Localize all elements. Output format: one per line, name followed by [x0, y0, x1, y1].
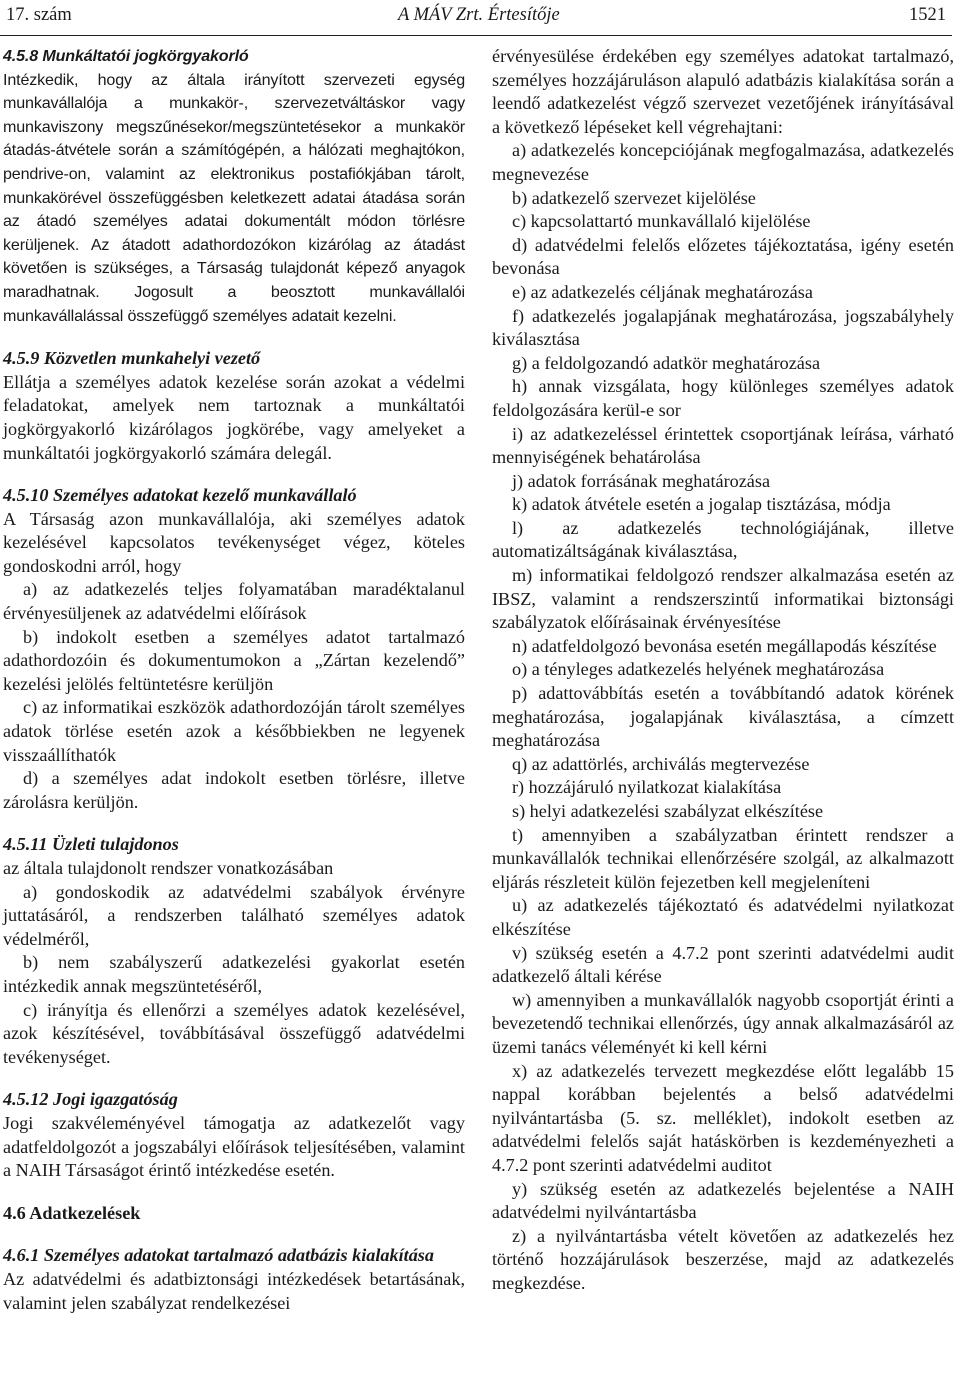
page-number: 1521	[909, 5, 946, 25]
section-body: Jogi szakvéleményével támogatja az adatkezelőt vagy adatfeldolgozót a jogszabályi előírások teljesítésében, valamint a NAIH Társaságot érintő intézkedése esetén.	[3, 1112, 465, 1181]
list-item: l) az adatkezelés technológiájának, illetve automatizáltságának kiválasztása,	[492, 517, 954, 562]
list-item: b) nem szabályszerű adatkezelési gyakorlat esetén intézkedik annak megszüntetéséről,	[3, 952, 465, 996]
list-item: c) az informatikai eszközök adathordozóján tárolt személyes adatok törlése esetén azok a későbbiekben ne legyenek visszaállíthatók	[3, 697, 465, 765]
list-item: c) irányítja és ellenőrzi a személyes adatok kezelésével, azok készítésével, továbbításával összefüggő adatvédelmi tevékenységet.	[3, 999, 465, 1067]
section-body: Ellátja a személyes adatok kezelése során azokat a védelmi feladatokat, amelyek nem tartoznak a munkáltatói jogkörgyakorló kizárólagos jogkörébe, vagy amelyeket a munkáltatói jogkörgyakorló számára delegál.	[3, 371, 465, 463]
list-item: e) az adatkezelés céljának meghatározása	[512, 281, 813, 302]
list-item: y) szükség esetén az adatkezelés bejelentése a NAIH adatvédelmi nyilvántartásba	[492, 1178, 954, 1223]
list-item: w) amennyiben a munkavállalók nagyobb csoportját érinti a bevezetendő technikai ellenőrzés, úgy annak alkalmazásáról az üzemi tanács véleményét ki kell kérni	[492, 989, 954, 1057]
section-4-5-10	[3, 484, 465, 814]
list-item: d) adatvédelmi felelős előzetes tájékoztatása, igény esetén bevonása	[492, 234, 954, 279]
list-item: c) kapcsolattartó munkavállaló kijelölése	[512, 211, 811, 232]
section-4-6-1	[3, 1244, 465, 1315]
list-item: b) adatkezelő szervezet kijelölése	[512, 187, 756, 208]
list-item: i) az adatkezeléssel érintettek csoportjának leírása, várható mennyiségének behatárolása	[492, 423, 954, 468]
list-item: v) szükség esetén a 4.7.2 pont szerinti adatvédelmi audit adatkezelő általi kérése	[492, 942, 954, 987]
list-item: x) az adatkezelés tervezett megkezdése előtt legalább 15 nappal korábban bejelentés a belső adatvédelmi nyilvántartásba (5. sz. melléklet), indokolt esetben az adatvédelmi felelős saját hatáskörben is kezdeményezheti a 4.7.2 pont szerinti adatvédelmi auditot	[492, 1060, 954, 1175]
right-column	[492, 45, 954, 1295]
section-body: Az adatvédelmi és adatbiztonsági intézkedések betartásának, valamint jelen szabályzat rendelkezései	[3, 1268, 465, 1313]
section-4-5-11	[3, 833, 465, 1069]
section-heading: 4.6.1 Személyes adatokat tartalmazó adatbázis kialakítása	[3, 1245, 434, 1266]
list-item: o) a tényleges adatkezelés helyének meghatározása	[512, 659, 885, 680]
page-header	[0, 0, 960, 30]
section-heading: 4.5.9 Közvetlen munkahelyi vezető	[3, 348, 261, 369]
list-item: z) a nyilvántartásba vételt követően az adatkezelés hez történő hozzájárulások beszerzése, majd az adatkezelés megkezdése.	[492, 1225, 954, 1293]
continued-paragraph: érvényesülése érdekében egy személyes adatokat tartalmazó, személyes hozzájáruláson alapuló adatbázis kialakítása során a leendő adatkezelést végző szervezet vezetőjének irányításával a következő lépéseket kell végrehajtani:	[492, 46, 954, 137]
list-item: g) a feldolgozandó adatkör meghatározása	[512, 352, 821, 373]
section-4-5-9	[3, 347, 465, 465]
issue-number: 17. szám	[6, 5, 72, 25]
list-item: r) hozzájáruló nyilatkozat kialakítása	[512, 777, 782, 798]
list-item: a) gondoskodik az adatvédelmi szabályok érvényre juttatásáról, a rendszerben található személyes adatok védelméről,	[3, 881, 465, 949]
list-item: a) adatkezelés koncepciójának megfogalmazása, adatkezelés megnevezése	[492, 140, 954, 184]
left-column	[3, 45, 465, 1315]
publication-title: A MÁV Zrt. Értesítője	[398, 5, 560, 25]
list-item: k) adatok átvétele esetén a jogalap tisztázása, módja	[512, 494, 891, 515]
section-intro: az általa tulajdonolt rendszer vonatkozásában	[3, 858, 334, 878]
header-rule	[0, 35, 952, 36]
section-body: Intézkedik, hogy az általa irányított szervezeti egység munkavállalója a munkakör-, szervezetváltáskor vagy munkaviszony megszűnésekor/megszüntetésekor a munkakör átadás-átvétele során a számítógépén, a hálózati meghajtókon, pendrive-on, valamint az elektronikus postafiókjában tárolt, munkakörével összefüggésben keletkezett adatai átadása során az átadó személyes adatai dokumentált módon törlésre kerüljenek. Az átadott adathordozókon kizárólag az átadást követően is szükséges, a Társaság tulajdonát képező anyagok maradhatnak. Jogosult a beosztott munkavállalói munkavállalással összefüggő személyes adatait kezelni.	[3, 70, 465, 325]
list-item: n) adatfeldolgozó bevonása esetén megállapodás készítése	[512, 635, 937, 656]
list-item: d) a személyes adat indokolt esetben törlésre, illetve zárolásra kerüljön.	[3, 768, 465, 812]
list-item: p) adattovábbítás esetén a továbbítandó adatok körének meghatározása, jogalapjának kiválasztása, a címzett meghatározása	[492, 683, 954, 751]
chapter-heading: 4.6 Adatkezelések	[3, 1202, 141, 1223]
list-item: u) az adatkezelés tájékoztató és adatvédelmi nyilatkozat elkészítése	[492, 895, 954, 939]
list-item: s) helyi adatkezelési szabályzat elkészítése	[512, 801, 824, 821]
section-heading: 4.5.10 Személyes adatokat kezelő munkavállaló	[3, 485, 357, 506]
list-item: q) az adattörlés, archiválás megtervezése	[512, 753, 810, 774]
list-item: f) adatkezelés jogalapjának meghatározása, jogszabályhely kiválasztása	[492, 305, 954, 350]
section-4-5-8	[3, 45, 465, 328]
list-item: j) adatok forrásának meghatározása	[512, 470, 771, 491]
section-4-6	[3, 1202, 465, 1226]
list-item: h) annak vizsgálata, hogy különleges személyes adatok feldolgozására kerül-e sor	[492, 376, 954, 420]
list-item: m) informatikai feldolgozó rendszer alkalmazása esetén az IBSZ, valamint a rendszerszintű informatikai biztonsági szabályzatok előírásainak érvényesítése	[492, 565, 954, 633]
section-4-5-12	[3, 1088, 465, 1182]
section-heading: 4.5.11 Üzleti tulajdonos	[3, 834, 179, 855]
list-item: t) amennyiben a szabályzatban érintett rendszer a munkavállalók technikai ellenőrzésére szolgál, az alkalmazott eljárás részleteit külön fejezetben kell megjeleníteni	[492, 824, 954, 892]
section-heading: 4.5.8 Munkáltatói jogkörgyakorló	[3, 47, 249, 65]
list-item: a) az adatkezelés teljes folyamatában maradéktalanul érvényesüljenek az adatvédelmi előírások	[3, 579, 465, 624]
section-heading: 4.5.12 Jogi igazgatóság	[3, 1089, 178, 1110]
section-intro: A Társaság azon munkavállalója, aki személyes adatok kezelésével kapcsolatos tevékenységet végez, köteles gondoskodni arról, hogy	[3, 508, 465, 576]
list-item: b) indokolt esetben a személyes adatot tartalmazó adathordozóin és dokumentumokon a „Zártan kezelendő” kezelési jelölés feltüntetésre kerüljön	[3, 626, 465, 694]
